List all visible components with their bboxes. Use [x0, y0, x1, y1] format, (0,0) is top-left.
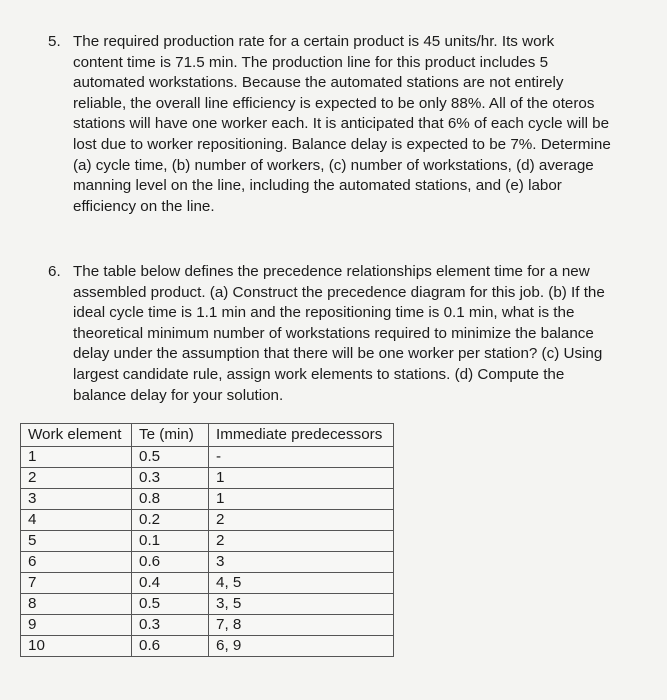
- table-row: [21, 468, 394, 489]
- table-row: [21, 447, 394, 468]
- cell-te: 0.3: [132, 468, 209, 489]
- cell-predecessors: 2: [209, 510, 394, 531]
- cell-predecessors: 1: [209, 489, 394, 510]
- cell-predecessors: 4, 5: [209, 573, 394, 594]
- cell-predecessors: 2: [209, 531, 394, 552]
- cell-te: 0.2: [132, 510, 209, 531]
- problem-5: [40, 32, 640, 217]
- table-row: [21, 636, 394, 657]
- problem-6-text: The table below defines the precedence relationships element time for a new assembled product. (a) Construct the precedence diagram for this job. (b) If the ideal cycle time is 1.1 min and the repositioning time is 0.1 min, what is the theoretical minimum number of workstations required to minimize the balance delay under the assumption that there will be one worker per station? (c) Using largest candidate rule, assign work elements to stations. (d) Compute the balance delay for your solution.: [73, 263, 605, 404]
- cell-te: 0.3: [132, 615, 209, 636]
- cell-predecessors: 6, 9: [209, 636, 394, 657]
- table-row: [21, 615, 394, 636]
- cell-work-element: 3: [21, 489, 132, 510]
- problem-6-number: 6.: [48, 263, 61, 280]
- header-te-min: Te (min): [132, 424, 209, 447]
- table-row: [21, 489, 394, 510]
- cell-te: 0.1: [132, 531, 209, 552]
- header-immediate-predecessors: Immediate predecessors: [209, 424, 394, 447]
- problem-5-text: The required production rate for a certain product is 45 units/hr. Its work content time is 71.5 min. The production line for this product includes 5 automated workstations. Because the automated stations are not entirely reliable, the overall line efficiency is expected to be only 88%. All of the oteros stations will have one worker each. It is anticipated that 6% of each cycle will be lost due to worker repositioning. Balance delay is expected to be 7%. Determine (a) cycle time, (b) number of workers, (c) number of workstations, (d) average manning level on the line, including the automated stations, and (e) labor efficiency on the line.: [73, 33, 611, 215]
- cell-work-element: 9: [21, 615, 132, 636]
- cell-predecessors: 7, 8: [209, 615, 394, 636]
- table-row: [21, 573, 394, 594]
- problem-6: [40, 262, 640, 406]
- precedence-table: [20, 423, 394, 657]
- problem-5-number: 5.: [48, 33, 61, 50]
- table-header-row: [21, 424, 394, 447]
- cell-work-element: 7: [21, 573, 132, 594]
- cell-work-element: 6: [21, 552, 132, 573]
- cell-work-element: 5: [21, 531, 132, 552]
- cell-te: 0.8: [132, 489, 209, 510]
- cell-te: 0.6: [132, 636, 209, 657]
- table-row: [21, 552, 394, 573]
- cell-predecessors: 3: [209, 552, 394, 573]
- cell-work-element: 4: [21, 510, 132, 531]
- cell-predecessors: -: [209, 447, 394, 468]
- cell-te: 0.5: [132, 594, 209, 615]
- cell-work-element: 8: [21, 594, 132, 615]
- cell-te: 0.6: [132, 552, 209, 573]
- cell-te: 0.4: [132, 573, 209, 594]
- cell-work-element: 1: [21, 447, 132, 468]
- cell-work-element: 10: [21, 636, 132, 657]
- table-row: [21, 594, 394, 615]
- header-work-element: Work element: [21, 424, 132, 447]
- cell-work-element: 2: [21, 468, 132, 489]
- table-row: [21, 531, 394, 552]
- cell-te: 0.5: [132, 447, 209, 468]
- cell-predecessors: 3, 5: [209, 594, 394, 615]
- cell-predecessors: 1: [209, 468, 394, 489]
- table-row: [21, 510, 394, 531]
